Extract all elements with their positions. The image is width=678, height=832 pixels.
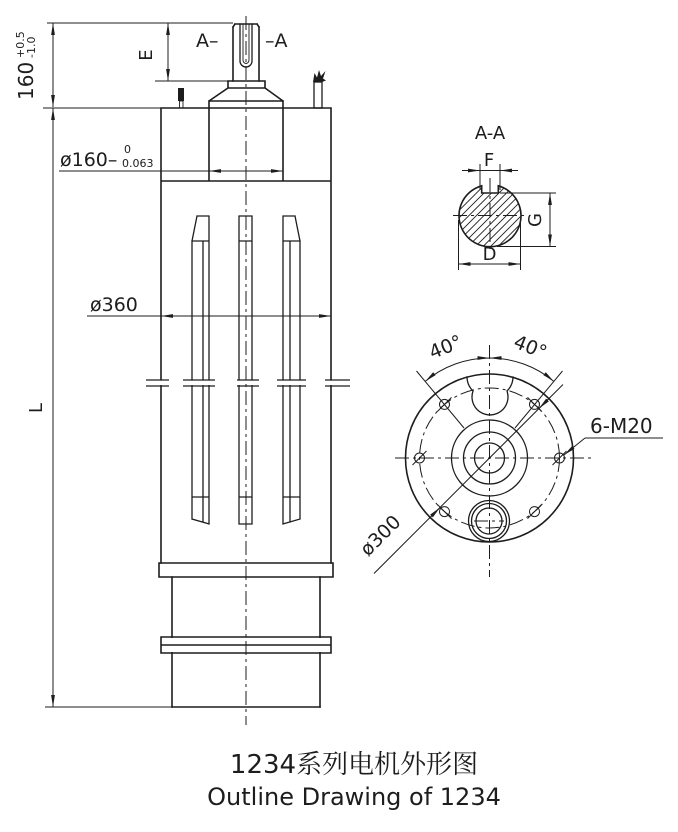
- dim-shaft-extension: [136, 49, 157, 60]
- dim-spigot-tol-upper: 0: [124, 143, 131, 156]
- drawing-title: [207, 750, 501, 811]
- cable-frayed-end-icon: [313, 70, 326, 82]
- main-dimensions: [43, 23, 331, 707]
- dim-keyway-width: F: [483, 150, 495, 171]
- vent-rib-left: [192, 216, 209, 524]
- dim-angle-right: [511, 331, 550, 364]
- dim-keyway-depth: [525, 213, 546, 227]
- svg-text:40°: 40°: [426, 330, 466, 364]
- vent-rib-right: [283, 216, 300, 524]
- svg-text:ø300: ø300: [355, 511, 406, 561]
- dim-body-diameter: ø360: [90, 294, 138, 316]
- end-face-view: [356, 331, 663, 577]
- dim-spigot-tol-lower: 0.063: [122, 157, 154, 170]
- terminal-pin: [178, 88, 184, 108]
- svg-text:G: G: [525, 213, 546, 227]
- dim-shaft-height-value: 160: [14, 61, 38, 100]
- dim-shaft-height-tol-lower: -1.0: [25, 36, 38, 58]
- dim-shaft-height-tol-upper: +0.5: [14, 31, 27, 58]
- title-chinese: 1234系列电机外形图: [229, 750, 479, 780]
- dim-shaft-diameter: D: [482, 244, 497, 265]
- dim-total-length: [26, 403, 47, 413]
- angle-dim-arc-right: [490, 358, 554, 381]
- section-cut-label-left: A–: [196, 30, 219, 52]
- cable-lead: [313, 70, 326, 108]
- dim-bolt-circle-diameter: [356, 511, 405, 560]
- main-elevation-view: [14, 16, 353, 725]
- dim-shaft-height: [14, 31, 38, 100]
- dim-spigot-diameter: [60, 143, 154, 171]
- dim-angle-left: [426, 331, 465, 364]
- title-english: Outline Drawing of 1234: [207, 783, 501, 811]
- section-cut-label-right: –A: [265, 30, 288, 52]
- section-view-title: A-A: [474, 123, 506, 144]
- dim-spigot-value: ø160–: [60, 149, 118, 171]
- section-view-aa: [400, 123, 593, 270]
- svg-text:40°: 40°: [510, 330, 550, 364]
- bolt-circle-dim-line: [374, 385, 563, 574]
- bolt-spec-label: 6-M20: [590, 414, 653, 438]
- svg-text:E: E: [136, 49, 157, 61]
- svg-text:L: L: [26, 402, 47, 414]
